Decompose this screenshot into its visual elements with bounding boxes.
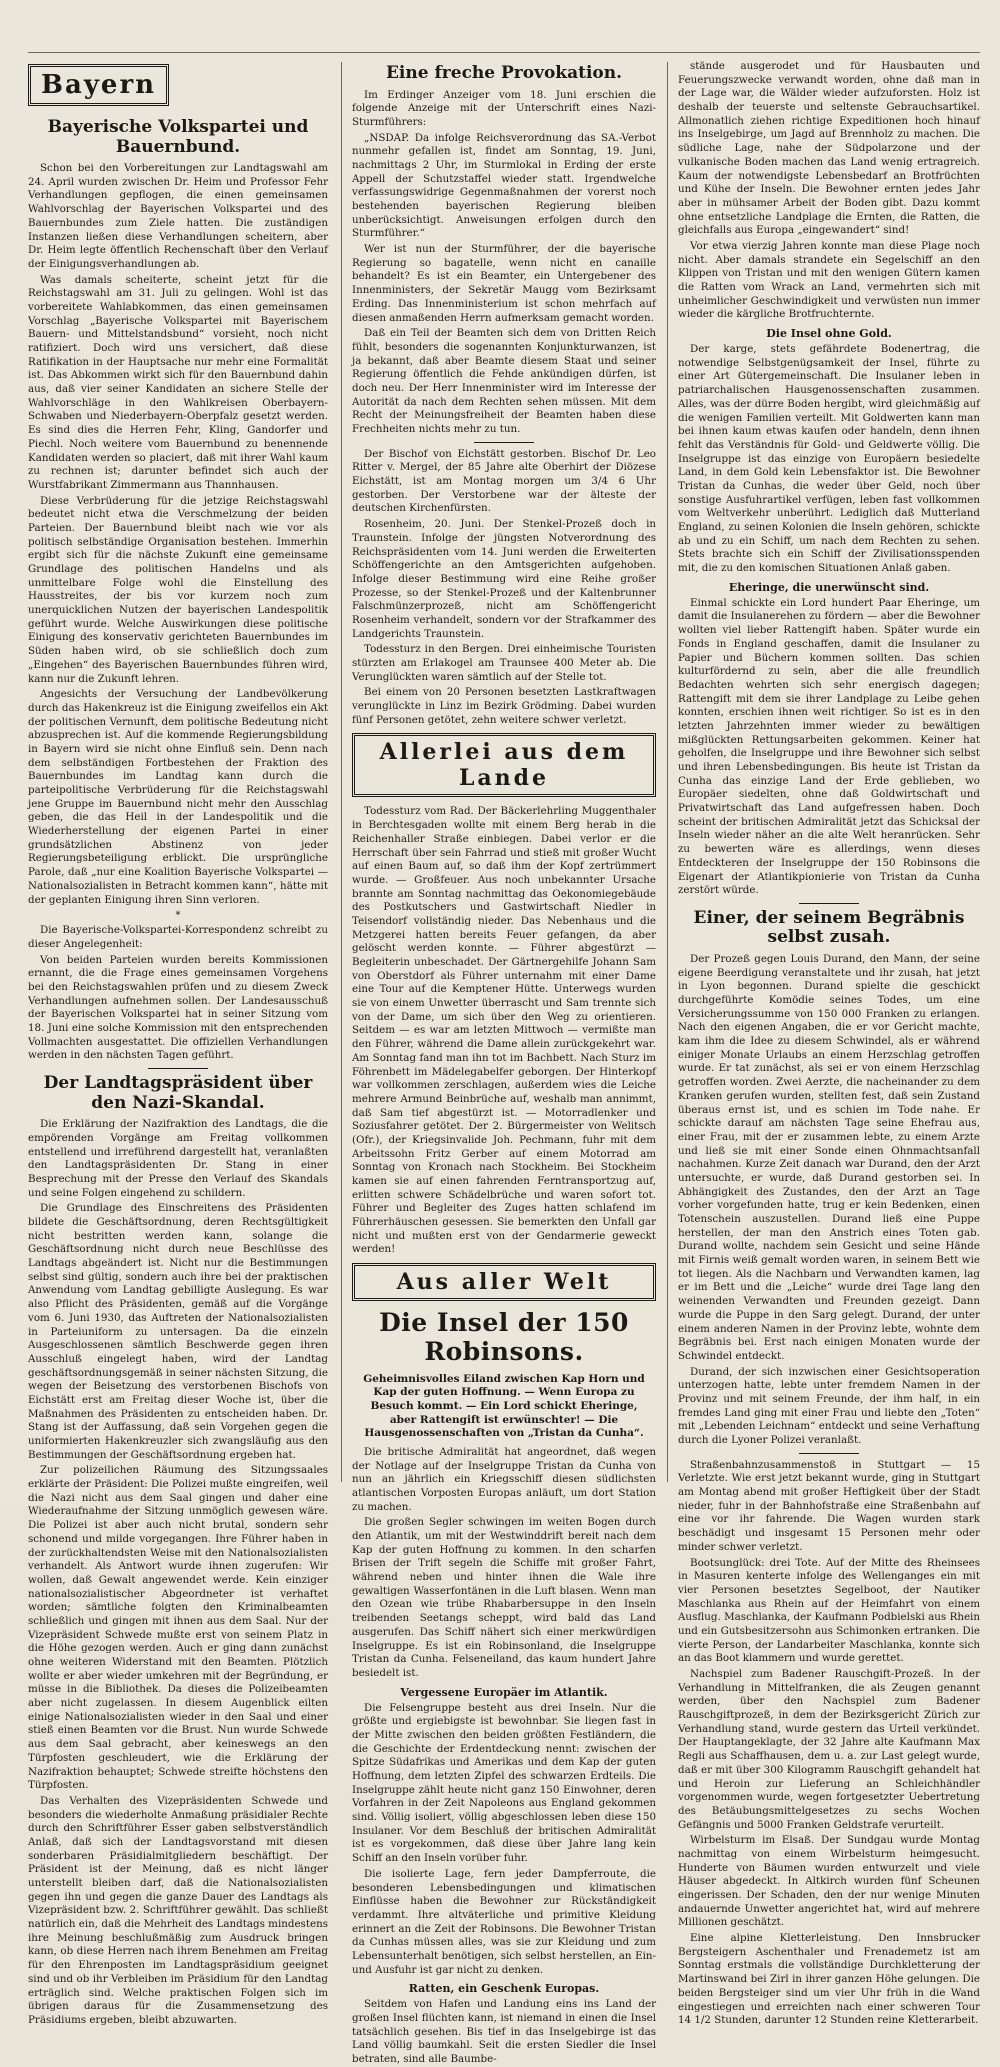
- paragraph: Die isolierte Lage, fern jeder Dampferroute, die besonderen Lebensbedingungen und klimatischen Einflüsse haben die Bewohner zur Rückständigkeit verdammt. Ihre altväterliche und primitive Kleidung erinnert an die Zeit der Robinsons. Die Bewohner Tristan da Cunhas müssen alles, was sie zur Kleidung und zum Lebensunterhalt benötigen, sich selbst herstellen, an Ein- und Ausfuhr ist gar nicht zu denken.: [352, 1867, 656, 1976]
- column-3: [678, 60, 980, 2027]
- paragraph: Durand, der sich inzwischen einer Gesichtsoperation unterzogen hatte, lebte unter fremdem Namen in der Provinz und mit seinem Freunde, der ihm half, in ein fremdes Land ging mit einer Frau und liebte den „Toten“ mit „Lebenden Leichnam“ entdeckt und seine Verhaftung durch die Lyoner Polizei veranlaßt.: [678, 1365, 980, 1447]
- paragraph: Daß ein Teil der Beamten sich dem von Dritten Reich fühlt, besonders die sogenannten Konjunkturwanzen, ist ja bekannt, daß aber Beamte diesem Staat und seiner Regierung öffentlich die Fehde ankündigen dürfen, ist doch neu. Der Herr Innenminister wird im Interesse der Autorität da nach dem Rechten sehen müssen. Mit dem Recht der Meinungsfreiheit der Beamten haben diese Frechheiten nichts mehr zu tun.: [352, 327, 656, 436]
- paragraph: Was damals scheiterte, scheint jetzt für die Reichstagswahl am 31. Juli zu gelingen. Wohl ist das vorbereitete Wahlabkommen, das einen gemeinsamen Vorschlag „Bayerische Volkspartei mit Bayerischem Bauern- und Mittelstandsbund“ vorsieht, noch nicht ratifiziert. Doch wird uns versichert, daß diese Ratifikation in der Hauptsache nur mehr eine Formalität ist. Das Abkommen wirkt sich für den Bauernbund dahin aus, daß vier seiner Kandidaten an sichere Stelle der Wahlvorschläge in den Wahlkreisen Oberbayern-Schwaben und Niederbayern-Oberpfalz gesetzt werden. Es sind dies die Herren Fehr, Kling, Gandorfer und Piechl. Noch weitere vom Bauernbund zu benennende Kandidaten werden so placiert, daß mit ihrer Wahl kaum zu rechnen ist; darunter befindet sich auch der Wurstfabrikant Zimmermann aus Thannhausen.: [28, 273, 328, 491]
- paragraph: Der Prozeß gegen Louis Durand, den Mann, der seine eigene Beerdigung veranstaltete und ihr zusah, hat jetzt in Lyon begonnen. Durand spielte die geschickt durchgeführte Komödie seines Todes, um eine Versicherungssumme von 150 000 Franken zu erlangen. Nach den eigenen Angaben, die er vor Gericht machte, kam ihm die Idee zu diesem Schwindel, als er während einiger Monate Urlaubs an einem Herzschlag getroffen wurde. Er tat zunächst, als sei er von einem Herzschlag getroffen worden. Zwei Aerzte, die nacheinander zu dem Kranken gerufen wurden, stellten fest, daß sein Zustand überaus ernst ist, und es schien im Tode nahe. Er schickte darauf am nächsten Tage seine Ehefrau aus, einer Frau, mit der er zusammen lebte, zu einem Arzte und ließ sie mit einer Sonde einen Ohnmachtsanfall nachahmen. Kurze Zeit danach war Durand, den der Arzt untersuchte, er wurde, daß Durand gestorben sei. In Abhängigkeit des Zustandes, den der Arzt an Tage vorher vorgefunden hatte, trug er kein Bedenken, einen Totenschein auszustellen. Durand ließ eine Puppe herstellen, der man den Anstrich eines Toten gab. Durand wollte, nachdem sein Gesicht und seine Hände mit Firnis weiß gemalt worden waren, in seinem Bett wie tot liegen. Als die Nachbarn und Verwandten kamen, lag er im Bett und die „Leiche“ wurde drei Tage lang den weinenden Verwandten und Freunden gezeigt. Dann wurde die Puppe in den Sarg gelegt. Durand, der unter einem anderen Namen in der Provinz lebte, wohnte dem Begräbnis bei. Erst nach einigen Monaten wurde der Schwindel entdeckt.: [678, 952, 980, 1362]
- section-banner-allerlei: Allerlei aus dem Lande: [352, 733, 656, 797]
- paragraph: Die Grundlage des Einschreitens des Präsidenten bildete die Geschäftsordnung, deren Rechtsgültigkeit nicht bestritten werden kann, solange die Geschäftsordnung nicht durch neue Beschlüsse des Landtags abgeändert ist. Nicht nur die Bestimmungen selbst sind gültig, sondern auch ihre bei der praktischen Anwendung vom Landtag gebilligte Auslegung. Es war also Pflicht des Präsidenten, gemäß auf die Vorgänge vom 6. Juni 1930, das Auftreten der Nationalsozialisten in Parteiuniform zu untersagen. Da die einzeln Ausgeschlossenen sämtlich Beschwerde gegen ihren Ausschluß eingelegt haben, wird der Landtag geschäftsordnungsgemäß in seiner nächsten Sitzung, die wegen der Beisetzung des verstorbenen Bischofs von Eichstätt erst am Freitag dieser Woche ist, über die Maßnahmen des Präsidenten zu entscheiden haben. Dr. Stang ist der Auffassung, daß sein Vorgehen gegen die uniformierten Hakenkreuzler sich zwangsläufig aus den Bestimmungen der Geschäftsordnung ergeben hat.: [28, 1202, 328, 1461]
- subsection-heading: Vergessene Europäer im Atlantik.: [400, 1685, 608, 1699]
- separator: [474, 442, 534, 443]
- paragraph: Vor etwa vierzig Jahren konnte man diese Plage noch nicht. Aber damals strandete ein Segelschiff an den Klippen von Tristan und mit den wenigen Gütern kamen die Ratten vom Wrack an Land, vermehrten sich mit unheimlicher Geschwindigkeit und verwüsten nun immer wieder die kärgliche Brotfruchternte.: [678, 239, 980, 321]
- news-item: Bootsunglück: drei Tote. Auf der Mitte des Rheinsees in Masuren kenterte infolge des Wellenganges ein mit vier Personen besetztes Segelboot, der Nautiker Maschlanka aus Rhein auf der Heimfahrt von einem Ausflug. Maschlanka, der Kaufmann Podbielski aus Rhein und ein Gutsbesitzersohn aus Schimonken ertranken. Die vierte Person, der Landarbeiter Maschlanka, konnte sich an das Boot klammern und wurde gerettet.: [678, 1556, 980, 1665]
- subsection-heading: Eheringe, die unerwünscht sind.: [728, 580, 930, 594]
- paragraph: Wer ist nun der Sturmführer, der die bayerische Regierung so bagatelle, wenn nicht en canaille behandelt? Es ist ein Beamter, ein Untergebener des Innenministers, der Sekretär Maugg vom Bezirksamt Erding. Das Innenministerium ist schon mehrfach auf diesen anmaßenden Herrn aufmerksam gemacht worden.: [352, 243, 656, 324]
- subheadline: Geheimnisvolles Eiland zwischen Kap Horn und Kap der guten Hoffnung. — Wenn Europa zu Besuch kommt. — Ein Lord schickt Eheringe, aber Rattengift ist erwünschter! — Die Hausgenossenschaften von „Tristan da Cunha“.: [363, 1372, 645, 1440]
- news-item: Bei einem von 20 Personen besetzten Lastkraftwagen verunglückte in Linz im Bezirk Grödming. Dabei wurden fünf Personen getötet, zehn weitere schwer verletzt.: [352, 686, 656, 726]
- news-item: Straßenbahnzusammenstoß in Stuttgart — 15 Verletzte. Wie erst jetzt bekannt wurde, ging in Stuttgart am Montag abend mit großer Heftigkeit über der Stadt nieder, fuhr in der Bahnhofstraße eine Straßenbahn auf eine vor ihr fahrende. Die Wagen wurden stark beschädigt und insgesamt 15 Personen mehr oder minder schwer verletzt.: [678, 1458, 980, 1553]
- paragraph: Von beiden Parteien wurden bereits Kommissionen ernannt, die die Frage eines gemeinsamen Vorgehens bei den Reichstagswahlen prüfen und zu diesem Zweck Verhandlungen aufnehmen sollen. Der Landesausschuß der Bayerischen Volkspartei hat in seiner Sitzung vom 18. Juni eine solche Kommission mit den entsprechenden Vollmachten ausgestattet. Die offiziellen Verhandlungen werden in den nächsten Tagen geführt.: [28, 953, 328, 1062]
- top-rule: [28, 52, 980, 53]
- column-rule: [667, 62, 668, 1482]
- paragraph: Angesichts der Versuchung der Landbevölkerung durch das Hakenkreuz ist die Einigung zweifellos ein Akt der politischen Vernunft, dem politische Bedeutung nicht abzusprechen ist. Auf die kommende Regierungsbildung in Bayern wird sie nicht ohne Einfluß sein. Denn nach dem selbständigen Fortbestehen der Fraktion des Bauernbundes im Landtag kann durch die parteipolitische Verbrüderung für die Reichstagswahl jene Gruppe im Bauernbund nicht mehr den Ausschlag geben, die das Heil in der Landespolitik und die Wiederherstellung der eigenen Partei in einer grundsätzlichen Abstinenz von jeder Regierungsbeteiligung erblickt. Die ursprüngliche Parole, daß „nur eine Koalition Bayerische Volkspartei — Nationalsozialisten in Betracht kommen kann“, hätte mit der geplanten Einigung ihren Sinn verloren.: [28, 688, 328, 906]
- section-banner-aus-aller-welt: Aus aller Welt: [352, 1263, 656, 1301]
- headline-landtagspraesident: Der Landtagspräsident über den Nazi-Skandal.: [43, 1073, 313, 1113]
- headline-begraebnis: Einer, der seinem Begräbnis selbst zusah.: [693, 907, 965, 948]
- separator: [148, 1068, 208, 1069]
- paragraph: Die britische Admiralität hat angeordnet, daß wegen der Notlage auf der Inselgruppe Tristan da Cunha von nun an jährlich ein Kriegsschiff diesen südlichsten atlantischen Vorposten Europas anläuft, um dort Station zu machen.: [352, 1445, 656, 1513]
- paragraph: Die Felsengruppe besteht aus drei Inseln. Nur die größte und ergiebigste ist bewohnbar. Sie liegen fast in der Mitte zwischen den beiden größten Festländern, die die Geschichte der Erdentdeckung nennt: zwischen der Spitze Südafrikas und Amerikas und dem Kap der guten Hoffnung, dem letzten Zipfel des schwarzen Erdteils. Die Inselgruppe zählt heute nicht ganz 150 Einwohner, deren Vorfahren in der Zeit Napoleons aus England gekommen sind. Völlig isoliert, völlig abgeschlossen leben diese 150 Insulaner. Vor dem Beschluß der britischen Admiralität ist es vorgekommen, daß diese über Jahre lang kein Schiff an den Inseln vorüber fuhr.: [352, 1701, 656, 1865]
- paragraph: Schon bei den Vorbereitungen zur Landtagswahl am 24. April wurden zwischen Dr. Heim und Professor Fehr Verhandlungen gepflogen, die einen gemeinsamen Wahlvorschlag der Bayerischen Volkspartei und des Bauernbundes zum Ziele hatten. Die zuständigen Instanzen ließen diese Verhandlungen scheitern, aber Dr. Heim legte öffentlich Rechenschaft über den Verlauf der Einigungsverhandlungen ab.: [28, 162, 328, 270]
- headline-volkspartei-bauernbund: Bayerische Volkspartei und Bauernbund.: [47, 117, 309, 157]
- column-1: [28, 60, 328, 2026]
- paragraph: Im Erdinger Anzeiger vom 18. Juni erschien die folgende Anzeige mit der Unterschrift eines Nazi-Sturmführers:: [352, 88, 656, 128]
- news-item: Rosenheim, 20. Juni. Der Stenkel-Prozeß doch in Traunstein. Infolge der jüngsten Notverordnung des Reichspräsidenten vom 14. Juni werden die Erweiterten Schöffengerichte an den Amtsgerichten aufgehoben. Infolge dieser Bestimmung wird eine Reihe großer Prozesse, so der Stenkel-Prozeß und der Kaltenbrunner Falschmünzerprozeß, nicht am Schöffengericht Rosenheim verhandelt, sondern vor der Strafkammer des Landgerichts Traunstein.: [352, 518, 656, 640]
- column-rule: [341, 62, 342, 1482]
- star-separator: *: [175, 910, 181, 922]
- paragraph: Das Verhalten des Vizepräsidenten Schwede und besonders die wiederholte Anmaßung präsidialer Rechte durch den Schriftführer Esser gaben selbstverständlich Anlaß, daß sich der Landtagsvorstand mit diesen sonderbaren Präsidialmitgliedern beschäftigt. Der Präsident ist der Meinung, daß es nicht länger unterstellt bleiben darf, daß die Nationalsozialisten gegen ihn und gegen die ganze Dauer des Landtags als Vizepräsident bzw. 2. Schriftführer gewählt. Das schließt natürlich ein, daß die Mehrheit des Landtags mindestens ihre Meinung beschlußmäßig zum Ausdruck bringen kann, ob diese Herren nach ihrem Benehmen am Freitag für den Ehrenposten im Landtagspräsidium geeignet sind und ob ihr Verbleiben im Präsidium für den Landtag erträglich sind. Welche praktischen Folgen sich im übrigen daraus für die Zusammensetzung des Präsidiums ergeben, bleibt abzuwarten.: [28, 1794, 328, 2026]
- paragraph: Der karge, stets gefährdete Bodenertrag, die notwendige Selbstgenügsamkeit der Insel, führte zu einer Art Gütergemeinschaft. Die Insulaner leben in patriarchalischen Hausgenossenschaften zusammen. Alles, was der dürre Boden hergibt, wird gleichmäßig auf die wenigen Familien verteilt. Mit Goldwerten kann man bei ihnen kaum etwas kaufen oder handeln, denn ihnen fehlt das Verständnis für Gold- und Geldwerte völlig. Die Inselgruppe ist das einzige von Europäern besiedelte Land, in dem Gold kein Lebensfaktor ist. Die Bewohner Tristan da Cunhas, die weder über Geld, noch über sonstige Ausfuhrartikel verfügen, leben fast vollkommen vom Weltverkehr unberührt. Lediglich daß Mutterland England, zu seinen Kolonien die Inseln gehören, schickte ab und zu ein Schiff, um nach dem Rechten zu sehen. Stets brachte sich ein Schiff der Zivilisationsspenden mit, die zu den komischen Situationen Anlaß gaben.: [678, 343, 980, 575]
- news-item: Todessturz in den Bergen. Drei einheimische Touristen stürzten am Erlakogel am Traunsee 400 Meter ab. Die Verunglückten waren sämtlich auf der Stelle tot.: [352, 643, 656, 683]
- headline-freche-provokation: Eine freche Provokation.: [385, 63, 623, 83]
- paragraph: Diese Verbrüderung für die jetzige Reichstagswahl bedeutet nicht etwa die Verschmelzung der beiden Parteien. Der Bauernbund bleibt nach wie vor als politisch selbständige Organisation bestehen. Immerhin ergibt sich für die nächste Zukunft eine gemeinsame Grundlage des politischen Handelns und als unmittelbare Folge wohl die Einstellung des Hausstreites, der bis vor kurzem noch zum unerquicklichen Nutzen der bayerischen Landespolitik geführt wurde. Welche Auswirkungen diese politische Einigung des konservativ gerichteten Bauernbundes im Süden haben wird, ob sie schließlich doch zum „Eingehen“ des Bayerischen Bauernbundes führen wird, kann nur die Zukunft lehren.: [28, 494, 328, 685]
- section-banner-bayern: Bayern: [28, 64, 169, 106]
- news-item: Nachspiel zum Badener Rauschgift-Prozeß. In der Verhandlung in Mittelfranken, die als Zeugen genannt werden, über den Nachspiel zum Badener Rauschgiftprozeß, in dem der Bezirksgericht Zürich zur Verhandlung stand, wurde gestern das Urteil verkündet. Der Hauptangeklagte, der 32 Jahre alte Kaufmann Max Regli aus Schaffhausen, dem u. a. zur Last gelegt wurde, daß er mit über 300 Kilogramm Rauschgift gehandelt hat und Heroin zur Lieferung an Schleichhändler vorgenommen wurde, wegen fortgesetzter Uebertretung des Betäubungsmittelgesetzes zu sechs Wochen Gefängnis und 5000 Franken Geldstrafe verurteilt.: [678, 1668, 980, 1831]
- paragraph: Die Erklärung der Nazifraktion des Landtags, die die empörenden Vorgänge am Freitag vollkommen entstellend und irreführend dargestellt hat, veranlaßten den Landtagspräsidenten Dr. Stang in einer Besprechung mit der Presse den Verlauf des Skandals und seine Folgen eingehend zu schildern.: [28, 1118, 328, 1199]
- paragraph: Die großen Segler schwingen im weiten Bogen durch den Atlantik, um mit der Westwinddrift bereit nach dem Kap der guten Hoffnung zu kommen. In den scharfen Brisen der Trift segeln die Schiffe mit großer Fahrt, während neben und hinter ihnen die Wale ihre gewaltigen Wasserfontänen in die Luft blasen. Wenn man den Ozean wie trübe Rhabarbersuppe in den Inseln treibenden Seetangs scheppt, wird bald das Land ausgerufen. Das Schiff nähert sich einer merkwürdigen Inselgruppe. Es ist ein Robinsonland, die Inselgruppe Tristan da Cunha. Felseneiland, das kaum hundert Jahre besiedelt ist.: [352, 1516, 656, 1679]
- headline-insel-150-robinsons: Die Insel der 150 Robinsons.: [379, 1308, 629, 1366]
- news-item: Wirbelsturm im Elsaß. Der Sundgau wurde Montag nachmittag von einem Wirbelsturm heimgesucht. Hunderte von Bäumen wurden entwurzelt und viele Häuser abgedeckt. In Altkirch wurden fünf Scheunen eingerissen. Der Schaden, den der nur wenige Minuten andauernde Unwetter angerichtet hat, wird auf mehrere Millionen geschätzt.: [678, 1834, 980, 1929]
- paragraph: Einmal schickte ein Lord hundert Paar Eheringe, um damit die Insulanerehen zu fördern — aber die Bewohner wollten viel lieber Rattengift haben. Später wurde ein Fonds in England geschaffen, damit die Insulaner zu Papier und Büchern kommen sollten. Das schien kulturfördernd zu sein, aber die alle freundlich Bedachten wehrten sich sehr energisch dagegen; Rattengift mit dem sie ihrer Landplage zu Leibe gehen konnten, erschien ihnen weit richtiger. So ist es in den letzten Jahrzehnten immer wieder zu bewältigen mißglückten Rettungsarbeiten gekommen. Keiner hat geholfen, die Inselgruppe und ihre Bewohner sich selbst und ihren Lebensbedingungen. Bis heute ist Tristan da Cunha das einzige Land der Erde geblieben, wo Europäer siedelten, ohne daß Goldwirtschaft und Privatwirtschaft das Land aufgefressen haben. Doch scheint der britischen Admiralität jetzt das Schicksal der Inseln wieder näher an die alte Welt heranrücken. Sehr zu bewerten wäre es allerdings, wenn dieses Entdeckteren der Inselgruppe der 150 Robinsons die Eigenart der Atlantikpionierie von Tristan da Cunha zerstört würde.: [678, 596, 980, 897]
- paragraph: Die Bayerische-Volkspartei-Korrespondenz schreibt zu dieser Angelegenheit:: [28, 924, 328, 950]
- news-item: Todessturz vom Rad. Der Bäckerlehrling Muggenthaler in Berchtesgaden wollte mit einem Berg herab in die Reichenhaller Straße einbiegen. Dabei verlor er die Herrschaft über sein Fahrrad und stieß mit großer Wucht auf einen Baum auf, so daß ihm der Kopf zertrümmert wurde. — Großfeuer. Aus noch unbekannter Ursache brannte am Sonntag nachmittag das Oekonomiegebäude des Postkutschers und Gastwirtschaft Niedler in Teisendorf vollständig nieder. Das Nebenhaus und die Metzgerei hatten bereits Feuer gefangen, da aber gelöscht werden konnte. — Führer abgestürzt — Begleiterin unbeschadet. Der Gärtnergehilfe Johann Sam von Oberstdorf als Führer unternahm mit einer Dame eine Tour auf die Kemptener Hütte. Unterwegs wurden sie von einem Unwetter überrascht und Sam trennte sich von der Dame, um sich über den Weg zu orientieren. Seitdem — es war am letzten Mittwoch — vermißte man den Führer, während die Dame allein zurückgekehrt war. Am Sonntag fand man ihn tot im Bachbett. Nach Sturz im Föhrenbett im Mädelegabelfer geborgen. Der Hinterkopf war vollkommen zerschlagen, außerdem wies die Leiche mehrere Armund Beinbrüche auf, weshalb man annimmt, daß Sam tief abgestürzt ist. — Motorradlenker und Soziusfahrer getötet. Der 2. Bürgermeister von Welitsch (Ofr.), der Kriegsinvalide Joh. Pechmann, fuhr mit dem Arbeitssohn Fritz Gerber auf einem Motorrad am Sonntag von Kronach nach Stockheim. Bei Stockheim kamen sie auf einen fahrenden Ferntransportzug auf, erlitten schwere Schädelbrüche und waren sofort tot. Führer und Begleiter des Zuges hatten schlafend im Führerhäuschen gesessen. Sie bemerkten den Unfall gar nicht und mußten erst von der Gendarmerie geweckt werden!: [352, 805, 656, 1256]
- subsection-heading: Die Insel ohne Gold.: [766, 327, 892, 341]
- news-item: Eine alpine Kletterleistung. Den Innsbrucker Bergsteigern Aschenthaler und Frenademetz ist am Sonntag erstmals die vollständige Durchkletterung der Martinswand bei Zirl in ihrer ganzen Höhe gelungen. Die beiden Bergsteiger sind um vier Uhr früh in die Wand eingestiegen und erreichten nach einer schweren Tour 14 1/2 Stunden, darunter 12 Stunden reine Kletterarbeit.: [678, 1932, 980, 2027]
- subsection-heading: Ratten, ein Geschenk Europas.: [408, 1982, 600, 1996]
- separator: [799, 1453, 859, 1454]
- separator: [799, 903, 859, 904]
- paragraph: stände ausgerodet und für Hausbauten und Feuerungszwecke verwandt worden, ohne daß man in der Lage war, die Wälder wieder aufzuforsten. Holz ist deshalb der teuerste und seltenste Gebrauchsartikel. Allmonatlich ziehen richtige Expeditionen hoch hinauf ins Inselgebirge, um Jagd auf Brennholz zu machen. Die südliche Lage, nahe der Südpolarzone und der vulkanische Boden machen das Land wenig ertragreich. Kaum der notwendigste Lebensbedarf an Brotfrüchten und Kühe der Inseln. Die Bewohner ernten jedes Jahr aber in mühsamer Arbeit der Boden gibt. Dazu kommt ohne entsetzliche Landplage die Ernten, die Ratten, die gleichfalls aus Europa „eingewandert“ sind!: [678, 60, 980, 237]
- news-item: Der Bischof von Eichstätt gestorben. Bischof Dr. Leo Ritter v. Mergel, der 85 Jahre alte Oberhirt der Diözese Eichstätt, ist am Montag morgen um 3/4 6 Uhr gestorben. Der Verstorbene war der älteste der deutschen Kirchenfürsten.: [352, 447, 656, 515]
- paragraph: Zur polizeilichen Räumung des Sitzungssaales erklärte der Präsident: Die Polizei mußte eingreifen, weil die Nazi nicht aus dem Saal gingen und daher eine Wiederaufnahme der Sitzung unmöglich gewesen wäre. Die Polizei ist aber auch nicht brutal, sondern sehr schonend und milde vorgegangen. Ihre Führer haben in der zurückhaltendsten Weise mit den Nationalsozialisten verhandelt. Als Antwort wurde ihnen zugerufen: Wir wollen, daß Gewalt angewendet werde. Kein einziger nationalsozialistischer Abgeordneter ist verhaftet worden; sämtliche folgten den Kriminalbeamten schließlich und gingen mit ihnen aus dem Saal. Nur der Vizepräsident Schwede mußte erst von seinem Platz in die Höhe gezogen werden. Auch er ging dann zunächst ohne weiteren Widerstand mit den Beamten. Plötzlich wollte er aber wieder umkehren mit der Begründung, er müsse in die Bibliothek. Da dieses die Polizeibeamten aber nicht zugelassen. In diesem Augenblick eilten einige Nationalsozialisten wieder in den Saal und einer stieß einen Beamten vor die Brust. Nun wurde Schwede aus dem Saal gebracht, aber keineswegs an den Türpfosten geschleudert, wie die Erklärung der Nazifraktion behauptet; Schwede streifte höchstens den Türpfosten.: [28, 1464, 328, 1792]
- paragraph: Seitdem von Hafen und Landung eins ins Land der großen Insel flüchten kann, ist niemand in einen die Insel tatsächlich gesehen. Bis tief in das Inselgebirge ist das Land völlig baumkahl. Seit die ersten Siedler die Insel betraten, sind alle Baumbe-: [352, 1998, 656, 2066]
- column-2: [352, 60, 656, 2066]
- paragraph: „NSDAP. Da infolge Reichsverordnung das SA.-Verbot nunmehr gefallen ist, findet am Sonntag, 19. Juni, nachmittags 2 Uhr, im Sturmlokal in Erding der erste Appell der Schutzstaffel wieder statt. Irgendwelche verfassungswidrige Gegenmaßnahmen der vorerst noch bestehenden bayerischen Regierung bleiben unberücksichtigt. Anweisungen erfolgen durch den Sturmführer.“: [352, 131, 656, 240]
